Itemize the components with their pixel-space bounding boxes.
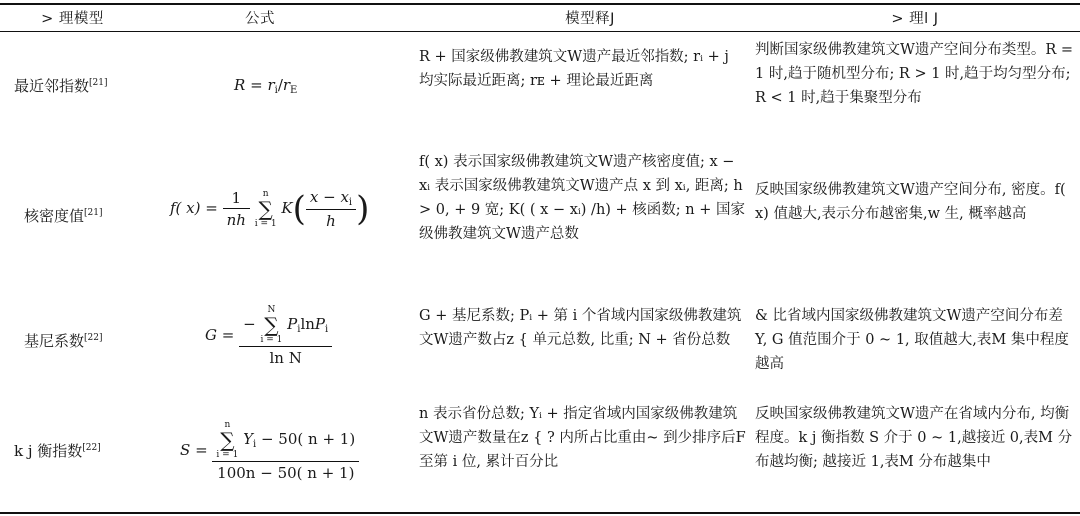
row-desc-gini: G + 基尼系数; Pᵢ + 第 i 个省域内国家级佛教建筑文W遗产数占z { 单元总数, 比重; N + 省份总数 — [419, 308, 742, 348]
row-name-nearest-neighbor: 最近邻指数[21] — [14, 77, 108, 95]
row-desc-kernel-density: f( x) 表示国家级佛教建筑文W遗产核密度值; x − xᵢ 表示国家级佛教建筑文W遗产点 x 到 xᵢ, 距离; h > 0, + 9 宽; K( ( x − xᵢ) /h) + 核函数; n + 国家级佛教建筑文W遗产总数 — [419, 154, 746, 242]
row-name-kernel-density: 核密度值[21] — [24, 207, 103, 225]
row-name-gini: 基尼系数[22] — [24, 332, 103, 350]
row-desc-nearest-neighbor: R + 国家级佛教建筑文W遗产最近邻指数; rᵢ + j 均实际最近距离; rᴇ + 理论最近距离 — [419, 49, 729, 89]
table-bottom-rule — [0, 512, 1080, 514]
formula-nearest-neighbor: $R = r_i/r_E$ — [234, 76, 298, 96]
header-model: > 理模型 — [41, 11, 104, 27]
header-formula: 公式 — [245, 11, 275, 27]
formula-kernel-density: f( x) = $\frac{1}{nh}$ n ∑ i = 1 K( $\frac{x - x_i}{h}$ ) — [170, 188, 370, 230]
row-name-balance-index: k j 衡指数[22] — [14, 442, 101, 460]
header-meaning: > 理l J — [891, 11, 939, 27]
table-header-rule — [0, 31, 1080, 32]
row-explain-balance-index: 反映国家级佛教建筑文W遗产在省域内分布, 均衡程度。k j 衡指数 S 介于 0 ~ 1,越接近 0,表M 分布越均衡; 越接近 1,表M 分布越集中 — [755, 406, 1073, 470]
row-explain-nearest-neighbor: 判断国家级佛教建筑文W遗产空间分布类型。R = 1 时,趋于随机型分布; R > 1 时,趋于均匀型分布; R < 1 时,趋于集聚型分布 — [755, 42, 1074, 106]
table-top-rule — [0, 3, 1080, 5]
formula-gini: G = − N ∑ i = 1 $P_i\ln P_i$ ln N — [205, 305, 332, 367]
row-desc-balance-index: n 表示省份总数; Yᵢ + 指定省域内国家级佛教建筑文W遗产数量在z { ? 内所占比重由~ 到少排序后F 至第 i 位, 累计百分比 — [419, 406, 746, 470]
row-explain-gini: & 比省域内国家级佛教建筑文W遗产空间分布差Y, G 值范围介于 0 ~ 1, 取值越大,表M 集中程度越高 — [755, 308, 1069, 372]
formula-balance-index: S = n ∑ i = 1 $Y_i - 50$( n + 1) 100n − 50( n + 1) — [180, 420, 359, 482]
row-explain-kernel-density: 反映国家级佛教建筑文W遗产空间分布, 密度。f( x) 值越大,表示分布越密集,w 生, 概率越高 — [755, 182, 1066, 222]
header-explanation: 模型释J — [565, 11, 615, 27]
